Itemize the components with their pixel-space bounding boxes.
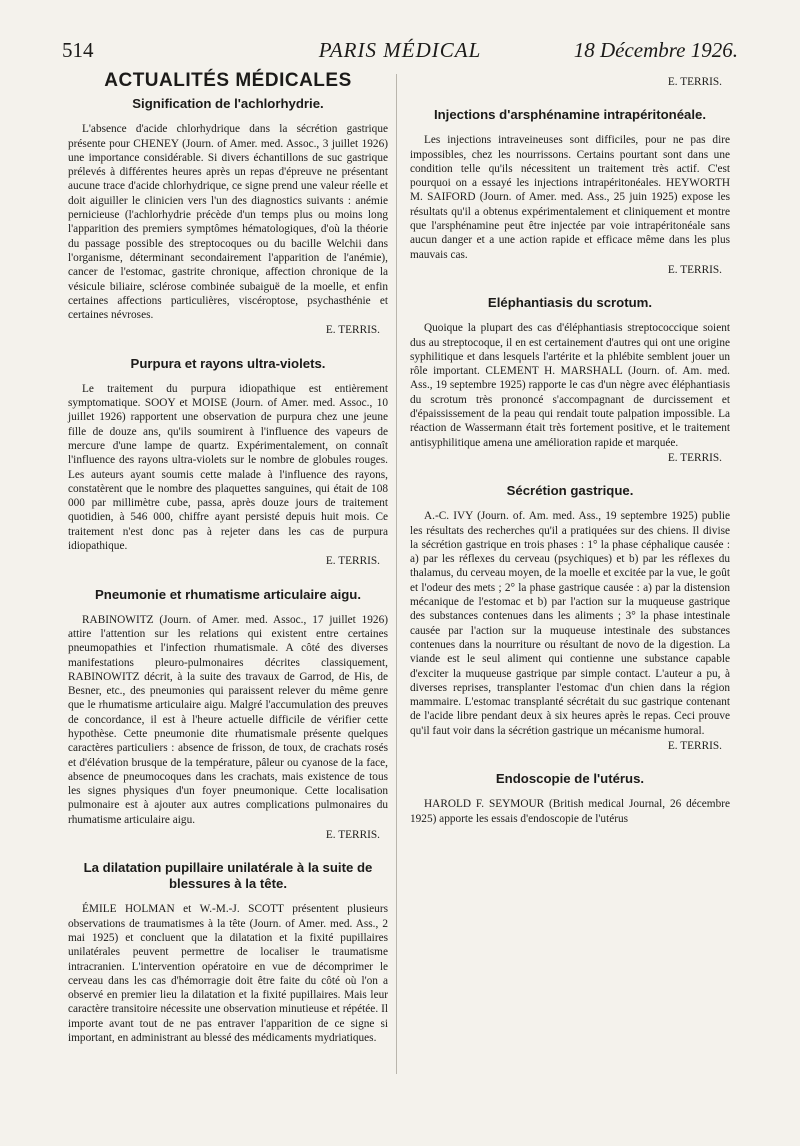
journal-title: PARIS MÉDICAL [318, 38, 482, 62]
article-body: RABINOWITZ (Journ. of Amer. med. Assoc., 17 juillet 1926) attire l'attention sur les relations qui existent entre certaines pneumopathies et l'infection rhumatismale. A côté des diverses manifestations pleuro-pulmonaires décrites classiquement, RABINOWITZ décrit, à la suite des travaux de Garrod, de His, de Besner, etc., des pneumonies qui paraissent relever du même genre que le rhumatisme articulaire aigu. Malgré l'accumulation des preuves de concordance, il est à l'heure actuelle difficile de vérifier cette hypothèse. Cette pneumonie dite rhumatismale présente quelques caractères particuliers : absence de frisson, de toux, de crachats rosés et d'élévation brusque de la température, pâleur ou cyanose de la face, absence de pneumocoques dans les crachats, mais existence de tous les signes physiques d'un foyer pneumonique. Cette localisation pulmonaire est à ajouter aux autres complications pulmonaires du rhumatisme articulaire aigu. [68, 613, 388, 826]
article-title: Sécrétion gastrique. [506, 483, 634, 499]
article-title: Pneumonie et rhumatisme articulaire aigu. [94, 586, 362, 602]
page-header [62, 38, 738, 64]
article-dilatation-pupillaire [68, 860, 388, 1045]
article-title: Eléphantiasis du scrotum. [487, 295, 653, 311]
article-body: A.-C. IVY (Journ. of. Am. med. Ass., 19 septembre 1925) publie les résultats des recherches qu'il a pratiquées sur des chiens. Il divise la sécrétion gastrique en trois phases : 1° la phase céphalique causée : a) par les réflexes du cerveau (psychiques) et b) par les réflexes du thalamus, du cerveau moyen, de la moelle et excitée par la vue, le goût et l'odeur des mets ; 2° la phase gastrique causée : a) par la distension mécanique de l'estomac et b) par l'action sur la muqueuse gastrique des substances contenues dans les aliments ; 3° la phase intestinale causée par l'action sur la muqueuse intestinale des substances contenues dans la nourriture ou résultant de novo de la digestion. La viande est le seul aliment qui contienne une substance capable d'exciter la muqueuse gastrique par simple contact. L'auteur a pu, à diverses reprises, transplanter l'estomac d'un chien dans la région mammaire. L'estomac transplanté sécrétait du suc gastrique contenant de l'acide libre pendant deux à six heures après le repas. Ceci prouve qu'il faut voir dans la sécrétion gastrique un mécanisme humoral. [410, 510, 730, 737]
article-pneumonie [68, 587, 388, 843]
article-signature: E. TERRIS. [667, 739, 722, 752]
article-title: La dilatation pupillaire unilatérale à la suite de blessures à la tête. [83, 860, 373, 892]
article-title: Injections d'arsphénamine intrapéritonéale. [433, 107, 707, 123]
section-title: ACTUALITÉS MÉDICALES [104, 70, 352, 91]
article-signature: E. TERRIS. [667, 451, 722, 464]
issue-date: 18 Décembre 1926. [573, 38, 738, 62]
left-column [68, 70, 388, 1063]
article-signature: E. TERRIS. [667, 263, 722, 276]
article-elephantiasis [410, 295, 730, 465]
article-body: HAROLD F. SEYMOUR (British medical Journal, 26 décembre 1925) apporte les essais d'endoscopie de l'utérus [410, 798, 730, 825]
article-signature: E. TERRIS. [325, 555, 380, 568]
article-title: Signification de l'achlorhydrie. [132, 96, 324, 112]
article-body: L'absence d'acide chlorhydrique dans la sécrétion gastrique présente pour CHENEY (Journ. of Amer. med. Assoc., 3 juillet 1926) une importance considérable. Si divers échantillons de suc gastrique prélevés à différentes heures après un repas d'épreuve ne présentant aucune trace d'acide chlorhydrique, ce signe prend une valeur réelle et doit aiguiller le clinicien vers l'un des diagnostics suivants : anémie pernicieuse (l'achlorhydrie précède d'un temps plus ou moins long l'apparition des premiers symptômes hématologiques, d'où la théorie du passage possible des streptocoques ou du bacille Welchii dans l'organisme, déterminant secondairement l'apparition de l'anémie), cancer de l'estomac, gastrite chronique, affection chronique de la vésicule biliaire, sclérose combinée subaiguë de la moelle, et enfin certaines affections particulières, viscéroptose, psychasthénie et certaines névroses. [68, 123, 388, 322]
article-body: Le traitement du purpura idiopathique est entièrement symptomatique. SOOY et MOISE (Journ. of Amer. med. Assoc., 10 juillet 1926) rapportent une observation de purpura chez une jeune fille de douze ans, qu'ils soumirent à l'influence des vapeurs de mercure d'une lampe de quartz. Expérimentalement, on connaît l'influence des rayons ultra-violets sur le nombre de globules rouges. Les auteurs ayant soumis cette malade à l'influence des rayons, constatèrent que le nombre des plaquettes sanguines, qui était de 108 000 par millimètre cube, passa, après douze jours de traitement quotidien, à 546 000, chiffre ayant persisté depuis huit mois. Ce traitement n'est donc pas à rejeter dans les cas de purpura idiopathique. [68, 382, 388, 553]
article-signature: E. TERRIS. [667, 76, 722, 88]
article-body: Les injections intraveineuses sont difficiles, pour ne pas dire impossibles, chez les nourrissons. Certains pourtant sont dans une condition telle qu'ils nécessitent un traitement très actif. C'est pourquoi on a essayé les injections intrapéritonéales. HEYWORTH M. SAIFORD (Journ. of Amer. med. Ass., 25 juin 1925) expose les résultats qu'il a obtenus expérimentalement et cliniquement et montre que l'arsphénamine peut être injectée par voie intrapéritonéale sans aucun danger et a une action rapide et efficace même dans les plus mauvais cas. [410, 134, 730, 261]
article-signature: E. TERRIS. [325, 829, 380, 842]
article-title: Endoscopie de l'utérus. [495, 771, 645, 787]
article-body: Quoique la plupart des cas d'éléphantiasis streptococcique soient dus au streptocoque, il en est certainement d'autres qui ont une origine syphilitique et dans lesquels l'artérite et la phlébite semblent jouer un rôle important. CLEMENT H. MARSHALL (Journ. of. Am. med. Ass., 19 septembre 1925) rapporte le cas d'un nègre avec éléphantiasis du scrotum très prononcé s'accompagnant de durcissement et d'épaississement de la peau qui rendait toute palpation impossible. La réaction de Wassermann était très fortement positive, et le traitement antisyphilitique amena une amélioration rapide et marquée. [410, 322, 730, 449]
article-achlorhydrie [68, 96, 388, 337]
page-number: 514 [62, 38, 94, 62]
article-title: Purpura et rayons ultra-violets. [130, 355, 326, 371]
article-arsphenamine [410, 107, 730, 277]
article-secretion-gastrique [410, 483, 730, 753]
column-rule [396, 74, 397, 1074]
right-column [410, 74, 730, 844]
article-signature: E. TERRIS. [325, 324, 380, 337]
article-endoscopie [410, 771, 730, 826]
article-purpura [68, 356, 388, 569]
article-body: ÉMILE HOLMAN et W.-M.-J. SCOTT présentent plusieurs observations de traumatismes à la tête (Journ. of Amer. med. Ass., 2 mai 1925) et concluent que la dilatation et la fixité pupillaires unilatérales peuvent permettre de localiser le traumatisme intracranien. L'intervention opératoire en vue de décomprimer le cerveau dans les cas d'hémorragie doit être faite du côté où l'on a observé en premier lieu la dilatation et la fixité pupillaires. Mais leur caractère transitoire nécessite une observation minutieuse et répétée. Il importe avant tout de ne pas entraver l'apparition de ce signe si important, en administrant au blessé des médicaments mydriatiques. [68, 903, 388, 1045]
